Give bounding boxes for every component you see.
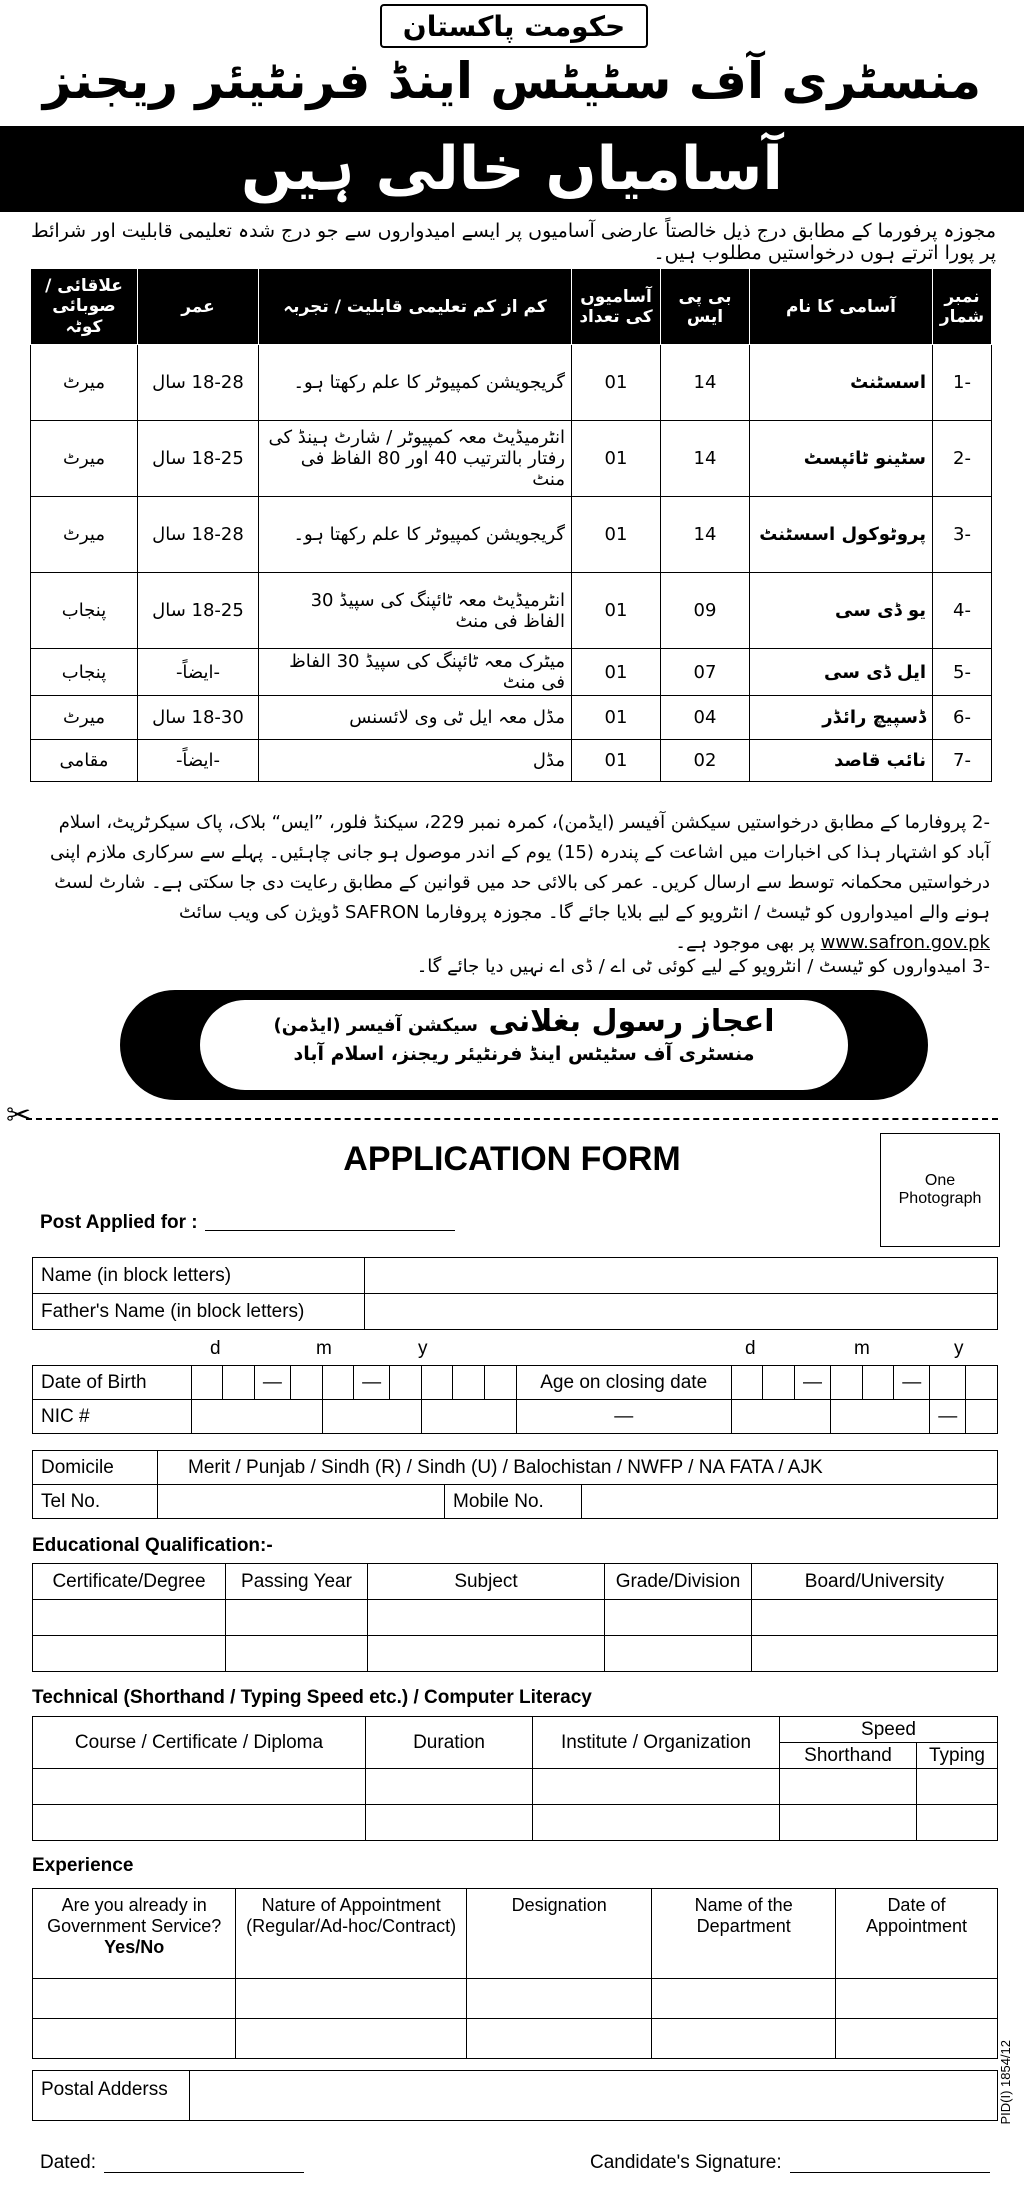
nic-box[interactable] — [322, 1400, 421, 1434]
tech-table — [32, 1716, 998, 1841]
father-name-label: Father's Name (in block letters) — [33, 1294, 365, 1330]
exp-header-date: Date of Appointment — [835, 1889, 997, 1979]
nic-box[interactable] — [191, 1400, 322, 1434]
cell-count: 01 — [572, 649, 661, 696]
tech-header-duration: Duration — [366, 1717, 533, 1769]
table-row — [31, 497, 992, 573]
photo-box — [880, 1133, 1000, 1247]
cell-post: یو ڈی سی — [750, 573, 933, 649]
signatory-designation: سیکشن آفیسر (ایڈمن) — [273, 1015, 479, 1036]
signatory-block — [200, 1000, 848, 1090]
cell-sno: -7 — [933, 740, 992, 782]
cell-sno: -4 — [933, 573, 992, 649]
exp-cell[interactable] — [33, 2019, 236, 2059]
mobile-label: Mobile No. — [445, 1485, 582, 1519]
nic-box[interactable] — [830, 1400, 929, 1434]
note-3-text: امیدواروں کو ٹیسٹ / انٹرویو کے لیے کوئی ٹی اے / ڈی اے نہیں دیا جائے گا۔ — [416, 956, 967, 977]
age-box[interactable] — [763, 1366, 795, 1400]
cut-line — [26, 1118, 998, 1120]
edu-header: Certificate/Degree — [33, 1564, 226, 1600]
exp-header-designation: Designation — [466, 1889, 652, 1979]
edu-cell[interactable] — [226, 1636, 368, 1672]
edu-title: Educational Qualification:- — [32, 1535, 273, 1556]
age-box[interactable] — [830, 1366, 862, 1400]
post-applied-label: Post Applied for : — [40, 1212, 198, 1233]
postal-field[interactable] — [190, 2071, 998, 2121]
tech-cell[interactable] — [33, 1805, 366, 1841]
ministry-title: منسٹری آف سٹیٹس اینڈ فرنٹیئر ریجنز — [42, 52, 982, 110]
cell-count: 01 — [572, 740, 661, 782]
edu-header: Subject — [368, 1564, 605, 1600]
exp-cell[interactable] — [652, 2019, 835, 2059]
cell-age: -ایضاً- — [138, 649, 259, 696]
th-qual: کم از کم تعلیمی قابلیت / تجربہ — [259, 269, 572, 345]
cell-post: ڈسپیچ رائڈر — [750, 696, 933, 740]
edu-cell[interactable] — [33, 1636, 226, 1672]
th-bps: بی پی ایس — [661, 269, 750, 345]
tech-header-shorthand: Shorthand — [780, 1743, 917, 1769]
dob-dash: — — [254, 1366, 290, 1400]
cell-age: 18-28 سال — [138, 345, 259, 421]
edu-header: Grade/Division — [605, 1564, 752, 1600]
cell-age: -ایضاً- — [138, 740, 259, 782]
nic-label: NIC # — [33, 1400, 192, 1434]
table-row — [31, 696, 992, 740]
banner-text: آسامیاں خالی ہیں — [241, 134, 783, 204]
table-row — [31, 345, 992, 421]
dob-box[interactable] — [322, 1366, 354, 1400]
edu-header: Passing Year — [226, 1564, 368, 1600]
note-3 — [40, 952, 990, 982]
dob-box[interactable] — [223, 1366, 255, 1400]
note-2-tail: پر بھی موجود ہے۔ — [675, 932, 815, 953]
edu-cell[interactable] — [226, 1600, 368, 1636]
exp-title: Experience — [32, 1855, 134, 1876]
dob-box[interactable] — [390, 1366, 422, 1400]
cell-quota: میرٹ — [31, 345, 138, 421]
nic-dash: — — [930, 1400, 966, 1434]
signatory-office: منسٹری آف سٹیٹس اینڈ فرنٹیئر ریجنز، اسلام آباد — [293, 1043, 755, 1065]
postal-table — [32, 2070, 998, 2121]
cell-quota: میرٹ — [31, 497, 138, 573]
dated-label: Dated: — [40, 2152, 96, 2173]
cell-bps: 04 — [661, 696, 750, 740]
edu-header: Board/University — [752, 1564, 998, 1600]
age-box[interactable] — [930, 1366, 966, 1400]
cell-bps: 14 — [661, 497, 750, 573]
cell-qual: انٹرمیڈیٹ معہ ٹائپنگ کی سپیڈ 30 الفاظ فی منٹ — [259, 573, 572, 649]
age-d-label: d — [745, 1338, 756, 1359]
postal-label: Postal Adderss — [33, 2071, 190, 2121]
cell-age: 18-28 سال — [138, 497, 259, 573]
cell-age: 18-25 سال — [138, 573, 259, 649]
table-row — [31, 740, 992, 782]
dob-dash: — — [354, 1366, 390, 1400]
website-link[interactable]: www.safron.gov.pk — [820, 932, 990, 953]
form-title: APPLICATION FORM — [343, 1140, 681, 1178]
exp-cell[interactable] — [33, 1979, 236, 2019]
nic-box[interactable] — [731, 1400, 830, 1434]
tech-header-speed: Speed — [780, 1717, 998, 1743]
dob-d-label: d — [210, 1338, 221, 1359]
exp-govt-label: Are you already in Government Service? — [47, 1895, 222, 1936]
tech-cell[interactable] — [917, 1805, 998, 1841]
dated-field[interactable] — [104, 2172, 304, 2173]
domicile-table — [32, 1450, 998, 1519]
domicile-label: Domicile — [33, 1451, 158, 1485]
age-y-label: y — [954, 1338, 964, 1359]
table-row — [31, 649, 992, 696]
tech-cell[interactable] — [533, 1805, 780, 1841]
edu-cell[interactable] — [605, 1600, 752, 1636]
exp-cell[interactable] — [835, 1979, 997, 2019]
exp-cell[interactable] — [236, 2019, 467, 2059]
cell-quota: پنجاب — [31, 649, 138, 696]
name-label: Name (in block letters) — [33, 1258, 365, 1294]
exp-cell[interactable] — [835, 2019, 997, 2059]
cell-sno: -5 — [933, 649, 992, 696]
cell-post: نائب قاصد — [750, 740, 933, 782]
cell-count: 01 — [572, 345, 661, 421]
cell-qual: گریجویشن کمپیوٹر کا علم رکھتا ہو۔ — [259, 345, 572, 421]
th-count: آسامیوں کی تعداد — [572, 269, 661, 345]
cell-bps: 09 — [661, 573, 750, 649]
name-table — [32, 1257, 998, 1330]
cell-age: 18-30 سال — [138, 696, 259, 740]
cell-qual: انٹرمیڈیٹ معہ کمپیوٹر / شارٹ ہینڈ کی رفتار بالترتیب 40 اور 80 الفاظ فی منٹ — [259, 421, 572, 497]
cell-age: 18-25 سال — [138, 421, 259, 497]
cell-count: 01 — [572, 497, 661, 573]
note-2-text: پروفارما کے مطابق درخواستیں سیکشن آفیسر (ایڈمن)، کمرہ نمبر 229، سیکنڈ فلور، ”ایس“ بلاک، پاک سیکرٹریٹ، اسلام آباد کو اشتہار ہذا کی اخبارات میں اشاعت کے پندرہ (15) یوم کے اندر موصول ہو جانی چاہئیں۔ پہلے سے سرکاری ملازم اپنی درخواستیں محکمانہ توسط سے ارسال کریں۔ عمر کی بالائی حد میں قوانین کے مطابق رعایت دی جا سکتی ہے۔ شارٹ لسٹ ہونے والے امیدواروں کو ٹیسٹ / انٹرویو کے لیے بلایا جائے گا۔ مجوزہ پروفارما SAFRON ڈویژن کی ویب سائٹ — [50, 812, 990, 923]
age-box[interactable] — [862, 1366, 894, 1400]
note-2-number: -2 — [972, 812, 990, 833]
vacancies-banner — [0, 126, 1024, 212]
note-3-number: -3 — [972, 956, 990, 977]
note-2 — [40, 808, 990, 958]
tech-header-typing: Typing — [917, 1743, 998, 1769]
cell-quota: مقامی — [31, 740, 138, 782]
intro-text: مجوزہ پرفورما کے مطابق درج ذیل خالصتاً عارضی آسامیوں پر ایسے امیدواروں سے جو درج شدہ تعلیمی قابلیت اور شرائط پر پورا اترتے ہوں درخواستیں مطلوب ہیں۔ — [31, 220, 996, 264]
cell-bps: 07 — [661, 649, 750, 696]
dob-box[interactable] — [453, 1366, 485, 1400]
cell-quota: میرٹ — [31, 421, 138, 497]
edu-cell[interactable] — [368, 1636, 605, 1672]
cell-bps: 14 — [661, 421, 750, 497]
age-dash: — — [794, 1366, 830, 1400]
cell-sno: -6 — [933, 696, 992, 740]
government-title: حکومت پاکستان — [402, 9, 626, 43]
father-name-field[interactable] — [365, 1294, 998, 1330]
name-field[interactable] — [365, 1258, 998, 1294]
table-row — [31, 573, 992, 649]
tel-field[interactable] — [158, 1485, 445, 1519]
cell-post: پروٹوکول اسسٹنٹ — [750, 497, 933, 573]
dob-label: Date of Birth — [33, 1366, 192, 1400]
nic-dash: — — [516, 1400, 731, 1434]
dob-box[interactable] — [421, 1366, 453, 1400]
cell-bps: 02 — [661, 740, 750, 782]
signatory-name: اعجاز رسول بغلانی — [488, 1004, 775, 1039]
edu-cell[interactable] — [33, 1600, 226, 1636]
exp-header-govt — [33, 1889, 236, 1979]
scissors-icon: ✂ — [6, 1098, 32, 1133]
dob-nic-table — [32, 1365, 998, 1434]
cell-qual: مڈل معہ ایل ٹی وی لائسنس — [259, 696, 572, 740]
cell-qual: میٹرک معہ ٹائپنگ کی سپیڈ 30 الفاظ فی منٹ — [259, 649, 572, 696]
edu-cell[interactable] — [605, 1636, 752, 1672]
tech-title: Technical (Shorthand / Typing Speed etc.) / Computer Literacy — [32, 1687, 592, 1708]
cell-post: ایل ڈی سی — [750, 649, 933, 696]
tech-header-course: Course / Certificate / Diploma — [33, 1717, 366, 1769]
tech-cell[interactable] — [917, 1769, 998, 1805]
dob-box[interactable] — [290, 1366, 322, 1400]
edu-table — [32, 1563, 998, 1672]
tech-cell[interactable] — [366, 1805, 533, 1841]
cell-post: سٹینو ٹائپسٹ — [750, 421, 933, 497]
cell-quota: پنجاب — [31, 573, 138, 649]
dob-m-label: m — [316, 1338, 332, 1359]
exp-cell[interactable] — [466, 2019, 652, 2059]
exp-cell[interactable] — [652, 1979, 835, 2019]
th-quota: علاقائی / صوبائی کوٹہ — [31, 269, 138, 345]
age-closing-label: Age on closing date — [516, 1366, 731, 1400]
domicile-options[interactable]: Merit / Punjab / Sindh (R) / Sindh (U) / Balochistan / NWFP / NA FATA / AJK — [158, 1451, 998, 1485]
th-age: عمر — [138, 269, 259, 345]
table-row — [31, 421, 992, 497]
nic-box[interactable] — [966, 1400, 998, 1434]
signature-label: Candidate's Signature: — [590, 2152, 782, 2173]
post-applied-field[interactable] — [205, 1230, 455, 1231]
cell-quota: میرٹ — [31, 696, 138, 740]
cell-count: 01 — [572, 696, 661, 740]
exp-header-nature: Nature of Appointment (Regular/Ad-hoc/Contract) — [236, 1889, 467, 1979]
vacancy-table — [30, 268, 992, 782]
cell-sno: -1 — [933, 345, 992, 421]
age-box[interactable] — [731, 1366, 763, 1400]
cell-bps: 14 — [661, 345, 750, 421]
tech-header-institute: Institute / Organization — [533, 1717, 780, 1769]
cell-count: 01 — [572, 573, 661, 649]
cell-sno: -3 — [933, 497, 992, 573]
tech-cell[interactable] — [780, 1769, 917, 1805]
exp-cell[interactable] — [236, 1979, 467, 2019]
age-box[interactable] — [966, 1366, 998, 1400]
age-m-label: m — [854, 1338, 870, 1359]
th-sno: نمبر شمار — [933, 269, 992, 345]
cell-qual: گریجویشن کمپیوٹر کا علم رکھتا ہو۔ — [259, 497, 572, 573]
tech-cell[interactable] — [366, 1769, 533, 1805]
exp-yesno-label: Yes/No — [104, 1937, 165, 1957]
cell-qual: مڈل — [259, 740, 572, 782]
dob-y-label: y — [418, 1338, 428, 1359]
dob-box[interactable] — [485, 1366, 517, 1400]
dob-box[interactable] — [191, 1366, 223, 1400]
exp-table — [32, 1888, 998, 2059]
cell-post: اسسٹنٹ — [750, 345, 933, 421]
edu-cell[interactable] — [752, 1600, 998, 1636]
exp-header-department: Name of the Department — [652, 1889, 835, 1979]
tel-label: Tel No. — [33, 1485, 158, 1519]
mobile-field[interactable] — [582, 1485, 998, 1519]
cell-count: 01 — [572, 421, 661, 497]
cell-sno: -2 — [933, 421, 992, 497]
pid-code: PID(I) 1854/12 — [998, 2040, 1013, 2125]
exp-cell[interactable] — [466, 1979, 652, 2019]
tech-cell[interactable] — [33, 1769, 366, 1805]
nic-box[interactable] — [421, 1400, 516, 1434]
government-box — [380, 4, 648, 48]
photo-label: One Photograph — [898, 1172, 982, 1207]
tech-cell[interactable] — [533, 1769, 780, 1805]
tech-cell[interactable] — [780, 1805, 917, 1841]
edu-cell[interactable] — [368, 1600, 605, 1636]
th-post: آسامی کا نام — [750, 269, 933, 345]
age-dash: — — [894, 1366, 930, 1400]
signature-field[interactable] — [790, 2172, 990, 2173]
edu-cell[interactable] — [752, 1636, 998, 1672]
